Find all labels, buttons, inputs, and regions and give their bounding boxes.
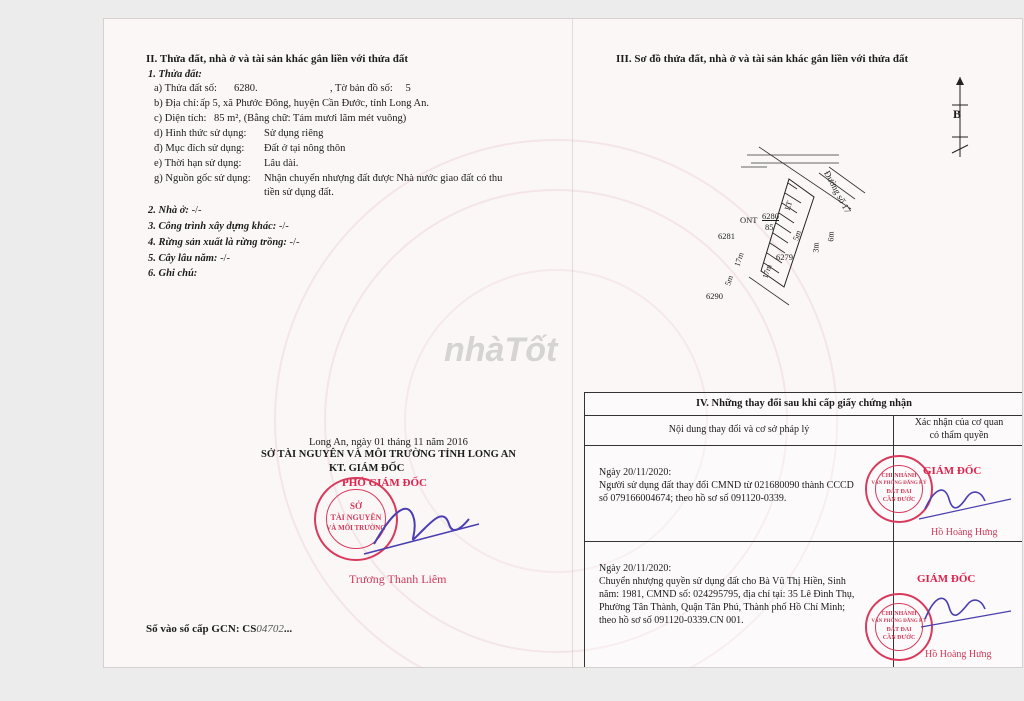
perennial-label: 5. Cây lâu năm:	[148, 253, 218, 264]
changes-table-header-row	[585, 415, 1023, 446]
origin-row	[154, 173, 502, 184]
construction-label: 3. Công trình xây dựng khác:	[148, 221, 277, 232]
entry1-line2: số 079166004674; theo hồ sơ số 091120-0339.	[599, 493, 787, 504]
parcel-number: 6280.	[234, 83, 258, 94]
stamp2-text-1: CHI NHÁNH	[881, 473, 917, 479]
map-sheet-number: 5	[405, 83, 411, 94]
stamp3-text-4: CẦN ĐƯỚC	[882, 635, 916, 641]
map-neighbor-right: 6279	[776, 252, 793, 262]
compass-label: B	[953, 107, 962, 121]
signature-left	[354, 489, 484, 569]
certificate-page	[103, 18, 1023, 668]
stamp-text-1: SỞ	[349, 501, 362, 511]
map-road-letters: LT	[782, 199, 795, 212]
usage-form-row	[154, 128, 323, 139]
map-sheet-label: , Tờ bản đồ số:	[330, 83, 393, 94]
changes-table	[584, 392, 1023, 668]
gcn-value: 04702	[256, 623, 284, 635]
entry2-date: Ngày 20/11/2020:	[599, 563, 672, 574]
parcel-map	[689, 137, 869, 307]
signer-left: Trương Thanh Liêm	[349, 572, 447, 586]
entry1-date: Ngày 20/11/2020:	[599, 467, 672, 478]
origin-value-1: Nhận chuyển nhượng đất được Nhà nước giao đất có thu	[264, 173, 503, 184]
map-width-top: 5m	[791, 229, 803, 242]
usage-form-value: Sử dụng riêng	[264, 128, 324, 139]
house-row	[148, 205, 201, 216]
col-confirm-header-2: có thẩm quyền	[929, 430, 989, 441]
deputy-director-title: PHÓ GIÁM ĐỐC	[342, 477, 427, 489]
changes-table-title-row	[585, 393, 1023, 416]
house-label: 2. Nhà ở:	[148, 205, 189, 216]
section3-title: III. Sơ đồ thửa đất, nhà ở và tài sản khác gắn liền với thửa đất	[616, 53, 909, 65]
map-ont-label: ONT	[740, 215, 758, 225]
address-row	[154, 98, 429, 109]
forest-row	[148, 237, 299, 248]
perennial-row	[148, 253, 230, 264]
notes-label: 6. Ghi chú:	[148, 268, 198, 279]
usage-form-label: d) Hình thức sử dụng:	[154, 128, 247, 139]
construction-value: -/-	[278, 221, 289, 232]
house-value: -/-	[191, 205, 202, 216]
section2-title: II. Thửa đất, nhà ở và tài sản khác gắn liền với thửa đất	[146, 53, 409, 65]
stamp3-text-2: VĂN PHÒNG ĐĂNG KÝ	[871, 619, 927, 624]
map-parcel-area: 85	[765, 222, 774, 232]
map-neighbor-left: 6281	[718, 231, 735, 241]
stamp2-text-3: ĐẤT ĐAI	[886, 489, 912, 495]
stamp3-text-1: CHI NHÁNH	[881, 611, 917, 617]
entry1-line1: Người sử dụng đất thay đổi CMND từ 021680090 thành CCCD	[599, 480, 854, 491]
area-row	[154, 113, 406, 124]
confirm1-title: GIÁM ĐỐC	[923, 465, 982, 477]
address-value: ấp 5, xã Phước Đông, huyện Cần Đước, tỉnh Long An.	[200, 98, 429, 109]
entry2-line3: Phường Tân Thành, Quận Tân Phú, Thành phố Hồ Chí Minh;	[599, 602, 846, 613]
confirm1-signer: Hồ Hoàng Hưng	[931, 527, 998, 538]
map-neighbor-bottom: 6290	[706, 291, 723, 301]
signature-right-1	[915, 479, 1015, 529]
kt-director: KT. GIÁM ĐỐC	[329, 463, 405, 474]
map-road-width-1: 3m	[811, 242, 821, 253]
col-confirm-header-1: Xác nhận của cơ quan	[914, 417, 1004, 428]
term-row	[154, 158, 298, 169]
map-length-left: 17m	[732, 251, 746, 268]
map-length-right: 17m	[760, 263, 774, 280]
purpose-row	[154, 143, 345, 154]
entry2-line2: năm: 1981, CMND số: 024295795, địa chỉ tại: 35 Lê Đình Thụ,	[599, 589, 855, 600]
purpose-label: đ) Mục đích sử dụng:	[154, 143, 245, 154]
section4-title: IV. Những thay đổi sau khi cấp giấy chứng nhận	[695, 398, 913, 409]
parcel-row	[154, 83, 411, 94]
confirm2-signer: Hồ Hoàng Hưng	[925, 649, 992, 660]
origin-value-2: tiền sử dụng đất.	[264, 187, 334, 198]
purpose-value: Đất ở tại nông thôn	[264, 143, 346, 154]
term-value: Lâu dài.	[264, 158, 299, 169]
stamp2-text-2: VĂN PHÒNG ĐĂNG KÝ	[871, 481, 927, 486]
stamp3-text-3: ĐẤT ĐAI	[886, 627, 912, 633]
watermark-logo: nhàTốt	[444, 331, 558, 369]
map-street-label: Đường số 17	[822, 169, 853, 215]
map-width-bottom: 5m	[723, 274, 735, 287]
stamp-text-3: VÀ MÔI TRƯỜNG	[326, 524, 386, 532]
parcel-label: a) Thửa đất số:	[154, 83, 217, 94]
term-label: e) Thời hạn sử dụng:	[154, 158, 242, 169]
perennial-value: -/-	[220, 253, 230, 264]
area-label: c) Diện tích:	[154, 113, 207, 124]
gcn-label: Số vào sổ cấp GCN: CS	[146, 623, 257, 635]
entry2-line4: theo hồ sơ số 091120-0339.CN 001.	[599, 615, 744, 626]
signature-right-2	[915, 585, 1015, 635]
s1-title: 1. Thửa đất:	[148, 69, 202, 80]
map-parcel-number: 6280	[762, 211, 779, 221]
forest-label: 4. Rừng sản xuất là rừng trồng:	[148, 237, 287, 248]
map-road-width-2: 6m	[826, 231, 836, 242]
gcn-dots: ...	[283, 623, 293, 635]
confirm2-title: GIÁM ĐỐC	[917, 573, 976, 585]
stamp-text-2: TÀI NGUYÊN	[330, 513, 382, 522]
issue-date: Long An, ngày 01 tháng 11 năm 2016	[309, 437, 468, 448]
origin-label: g) Nguồn gốc sử dụng:	[154, 173, 251, 184]
col-content-header: Nội dung thay đổi và cơ sở pháp lý	[668, 424, 810, 435]
forest-value: -/-	[289, 237, 300, 248]
area-value: 85 m², (Bằng chữ: Tám mươi lăm mét vuông)	[214, 113, 407, 124]
gcn-number-row	[146, 623, 292, 635]
stamp2-text-4: CẦN ĐƯỚC	[882, 497, 916, 503]
issuing-org: SỞ TÀI NGUYÊN VÀ MÔI TRƯỜNG TỈNH LONG AN	[261, 449, 516, 460]
entry2-line1: Chuyển nhượng quyền sử dụng đất cho Bà Vũ Thị Hiền, Sinh	[599, 576, 846, 587]
address-label: b) Địa chỉ:	[154, 98, 199, 109]
construction-row	[148, 221, 289, 232]
